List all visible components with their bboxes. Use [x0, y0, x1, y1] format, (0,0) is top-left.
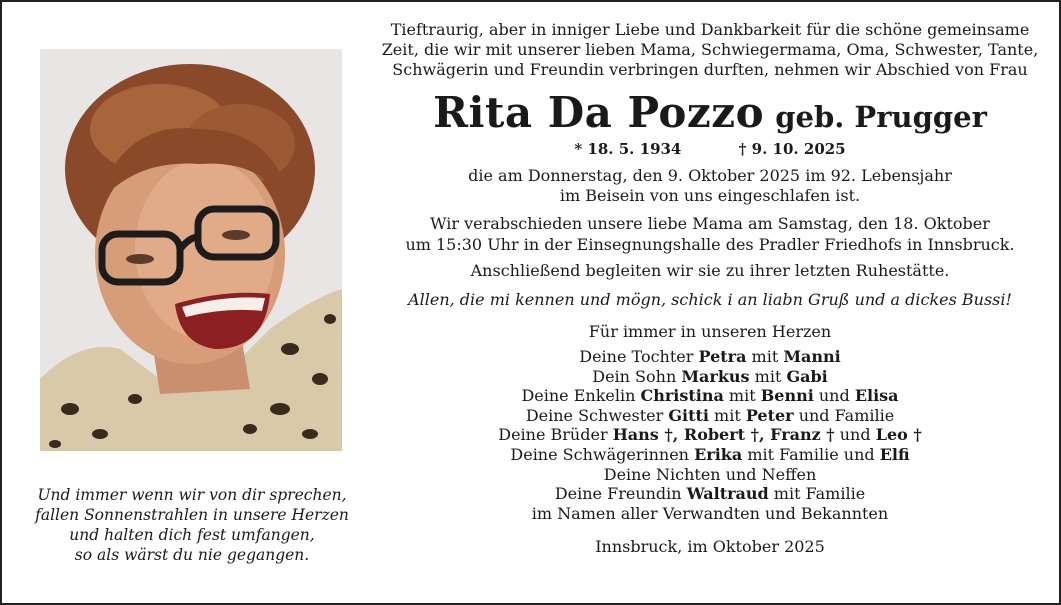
place-date: Innsbruck, im Oktober 2025	[595, 537, 825, 557]
portrait-illustration	[40, 49, 342, 451]
connector: mit	[749, 366, 787, 386]
relation-label: Deine Brüder	[498, 425, 613, 445]
relative-grandchildren	[374, 386, 1046, 406]
relative-name: Petra	[698, 347, 747, 366]
connector: und Familie	[793, 405, 895, 425]
relative-name: Markus	[681, 366, 750, 386]
connector: mit	[723, 386, 761, 406]
connector: und	[813, 386, 855, 406]
life-dates	[374, 138, 1046, 160]
relation-label: Deine Schwägerinnen	[510, 444, 695, 464]
intro-paragraph	[374, 20, 1046, 80]
connector: mit Familie	[768, 484, 866, 504]
death-notice	[374, 166, 1046, 206]
death-notice-line: im Beisein von uns eingeschlafen ist.	[559, 186, 861, 205]
birth-name: geb. Prugger	[775, 100, 987, 134]
relative-name: Elfi	[879, 444, 910, 464]
relative-friend	[374, 484, 1046, 504]
connector: mit	[708, 405, 746, 425]
relative-nieces-nephews: Deine Nichten und Neffen	[603, 464, 817, 484]
relation-label: Deine Freundin	[554, 484, 687, 504]
relative-sister	[374, 406, 1046, 426]
intro-line: Schwägerin und Freundin verbringen durften, nehmen wir Abschied von Frau	[392, 60, 1028, 79]
relative-name: Hans †, Robert †, Franz †	[612, 425, 835, 445]
quote-line: und halten dich fest umfangen,	[69, 526, 315, 544]
intro-line: Zeit, die wir mit unserer lieben Mama, Schwiegermama, Oma, Schwester, Tante,	[381, 40, 1039, 59]
connector: mit Familie und	[742, 444, 880, 464]
death-notice-line: die am Donnerstag, den 9. Oktober 2025 im 92. Lebensjahr	[468, 166, 952, 185]
relative-name: Gitti	[668, 405, 709, 425]
announcement-text	[374, 20, 1046, 557]
birth-date: * 18. 5. 1934	[574, 140, 682, 158]
forever-line: Für immer in unseren Herzen	[588, 322, 832, 341]
relative-name: Benni	[760, 386, 814, 406]
relative-name: Gabi	[786, 366, 828, 386]
relative-brothers	[374, 425, 1046, 445]
relative-name: Peter	[745, 405, 794, 425]
dialect-greeting: Allen, die mi kennen und mögn, schick i an liabn Gruß und a dickes Bussi!	[408, 290, 1012, 309]
quote-line: so als wärst du nie gegangen.	[74, 546, 310, 564]
relative-name: Leo †	[875, 425, 922, 445]
relation-label: Dein Sohn	[592, 366, 682, 386]
relative-all: im Namen aller Verwandten und Bekannten	[531, 503, 889, 523]
funeral-line: Wir verabschieden unsere liebe Mama am Samstag, den 18. Oktober	[430, 214, 990, 233]
relative-son	[374, 367, 1046, 387]
relative-name: Elisa	[854, 386, 899, 406]
deceased-name: Rita Da Pozzo	[433, 88, 765, 137]
burial-info: Anschließend begleiten wir sie zu ihrer letzten Ruhestätte.	[470, 261, 950, 280]
relation-label: Deine Schwester	[525, 405, 669, 425]
memorial-quote	[22, 485, 362, 565]
relative-daughter	[374, 347, 1046, 367]
relative-name: Christina	[640, 386, 724, 406]
quote-line: Und immer wenn wir von dir sprechen,	[37, 486, 347, 504]
death-date: † 9. 10. 2025	[738, 140, 846, 158]
intro-line: Tieftraurig, aber in inniger Liebe und Dankbarkeit für die schöne gemeinsame	[390, 20, 1030, 39]
funeral-info	[374, 213, 1046, 255]
deceased-name-heading	[374, 88, 1046, 138]
relatives-list	[374, 347, 1046, 523]
portrait-photo	[40, 49, 342, 451]
relative-name: Erika	[694, 444, 743, 464]
quote-line: fallen Sonnenstrahlen in unsere Herzen	[35, 506, 349, 524]
relative-name: Waltraud	[686, 484, 769, 504]
relative-name: Manni	[783, 347, 841, 366]
funeral-line: um 15:30 Uhr in der Einsegnungshalle des Pradler Friedhofs in Innsbruck.	[405, 235, 1015, 254]
relative-sisters-in-law	[374, 445, 1046, 465]
relation-label: Deine Tochter	[579, 347, 699, 366]
relation-label: Deine Enkelin	[521, 386, 641, 406]
connector: und	[834, 425, 876, 445]
connector: mit	[746, 347, 784, 366]
